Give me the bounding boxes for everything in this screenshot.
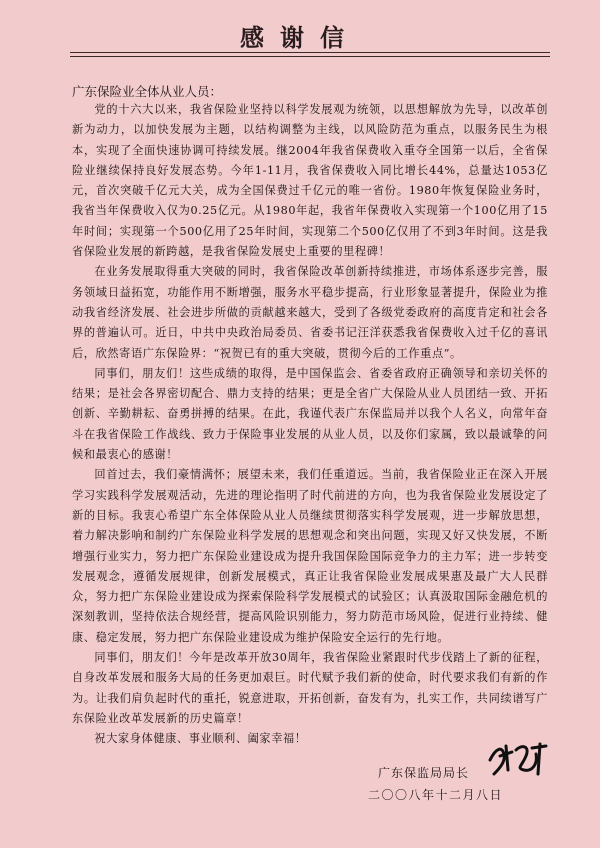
signatory-title: 广东保监局局长 xyxy=(378,766,470,780)
paragraph-closing-wishes: 祝大家身体健康、事业顺利、阖家幸福！ xyxy=(94,732,307,746)
paragraph-growth: 党的十六大以来，我省保险业坚持以科学发展观为统领，以思想解放为先导，以改革创新为动力，以加快发展为主题，以结构调整为主线，以风险防范为重点，以服务民生为根本，实现了全面快速协调可持续发展。继2004年我省保费收入重夺全国第一以后，全省保险业继续保持良好发展态势。今年1-11月，我省保费收入同比增长44%，总量达1053亿元，首次突破千亿元大关，成为全国保费过千亿元的唯一省份。1980年恢复保险业务时，我省当年保费收入仅为0.25亿元。从1980年起，我省年保费收入实现第一个100亿用了15年时间；实现第一个500亿用了25年时间，实现第二个500亿仅用了不到3年时间。这是我省保险业发展的新跨越，是我省保险发展史上重要的里程碑！ xyxy=(72,103,548,259)
paragraph-reform: 在业务发展取得重大突破的同时，我省保险改革创新持续推进，市场体系逐步完善，服务领域日益拓宽，功能作用不断增强，服务水平稳步提高，行业形象显著提升，保险业为推动我省经济发展、社会进步所做的贡献越来越大，受到了各级党委政府的高度肯定和社会各界的普遍认可。近日，中共中央政治局委员、省委书记汪洋获悉我省保费收入过千亿的喜讯后，欣然寄语广东保险界：“祝贺已有的重大突破，贯彻今后的工作重点”。 xyxy=(72,265,548,360)
paragraph-thanks: 同事们，朋友们！这些成绩的取得，是中国保监会、省委省政府正确领导和亲切关怀的结果；是社会各界密切配合、鼎力支持的结果；更是全省广大保险从业人员团结一致、开拓创新、辛勤耕耘、奋勇拼搏的结果。在此，我谨代表广东保监局并以我个人名义，向常年奋斗在我省保险工作战线、致力于保险事业发展的从业人员，以及你们家属，致以最诚挚的问候和最衷心的感谢！ xyxy=(72,366,548,462)
letter-title: 感谢信 xyxy=(240,23,360,52)
paragraph-call-to-action: 同事们，朋友们！今年是改革开放30周年，我省保险业紧跟时代步伐踏上了新的征程，自身改革发展和服务大局的任务更加艰巨。时代赋予我们新的使命，时代要求我们有新的作为。让我们肩负起时代的重托，锐意进取，开拓创新，奋发有为，扎实工作，共同续谱写广东保险业改革发展新的历史篇章！ xyxy=(72,651,548,725)
letter-salutation: 广东保险业全体从业人员： xyxy=(72,84,223,99)
letter-date: 二〇〇八年十二月八日 xyxy=(368,788,504,802)
paragraph-outlook: 回首过去，我们豪情满怀；展望未来，我们任重道远。当前，我省保险业正在深入开展学习实践科学发展观活动，先进的理论指明了时代前进的方向，也为我省保险业发展设定了新的目标。我衷心希望广东全体保险从业人员继续贯彻落实科学发展观，进一步解放思想，着力解决影响和制约广东保险业科学发展的思想观念和突出问题，实现又好又快发展，不断增强行业实力，努力把广东保险业建设成为提升我国保险国际竞争力的主力军；进一步转变发展观念，遵循发展规律，创新发展模式，真正让我省保险业发展成果惠及最广大人民群众，努力把广东保险业建设成为探索保险科学发展模式的试验区；认真汲取国际金融危机的深刻教训，坚持依法合规经营，提高风险识别能力，努力防范市场风险，促进行业持续、健康、稳定发展，努力把广东保险业建设成为维护保险安全运行的先行地。 xyxy=(72,468,548,644)
title-divider-bottom xyxy=(70,56,550,57)
handwritten-signature xyxy=(486,740,552,778)
letter-body xyxy=(72,100,548,750)
title-divider-top xyxy=(70,52,550,53)
